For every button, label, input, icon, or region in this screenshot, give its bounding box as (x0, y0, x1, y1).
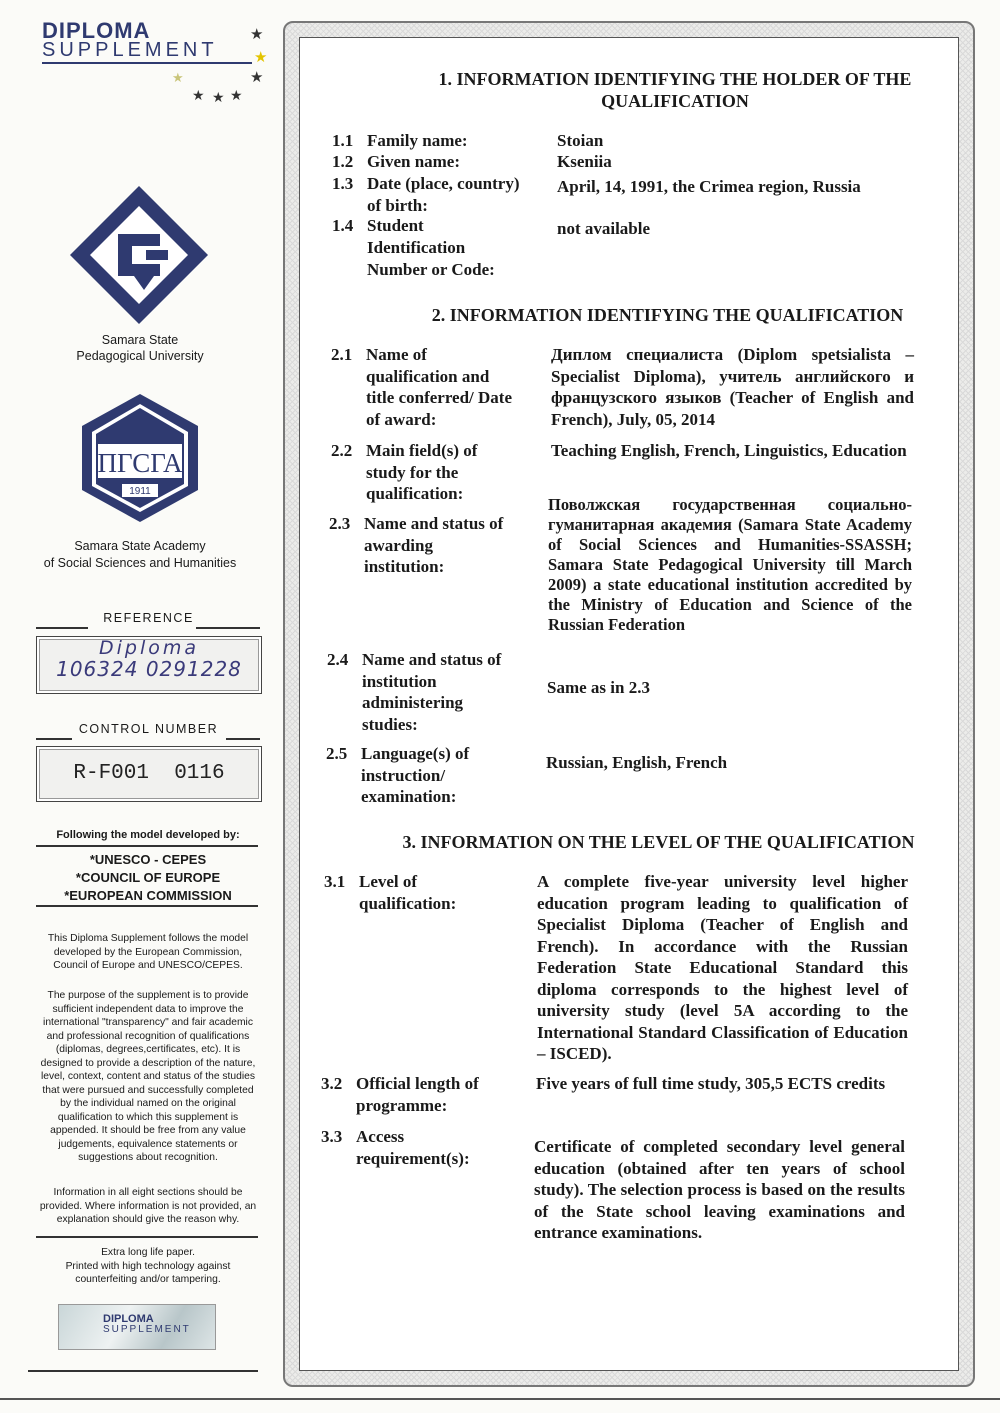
academy-emblem-text: ПГСГА (97, 448, 183, 478)
purpose-paragraph-3: Information in all eight sections should be provided. Where information is not provided, an explanation should give the reason why. (39, 1187, 257, 1225)
paper-note: Extra long life paper. Printed with high technology against counterfeiting and/or tampering. (65, 1247, 231, 1285)
academy-emblem-icon (78, 392, 202, 524)
svg-text:★: ★ (250, 27, 264, 43)
section-2-title: 2. INFORMATION IDENTIFYING THE QUALIFICATION (431, 305, 904, 325)
reference-label: REFERENCE (103, 611, 194, 625)
model-label: Following the model developed by: (56, 829, 240, 841)
logo-title: DIPLOMA (42, 18, 151, 43)
svg-text:★: ★ (172, 70, 184, 85)
svg-text:★: ★ (192, 89, 205, 104)
eu-stars-icon (170, 22, 270, 107)
control-number-box (36, 746, 262, 802)
svg-text:★: ★ (212, 91, 225, 106)
svg-text:★: ★ (250, 70, 264, 86)
section-1-title: 1. INFORMATION IDENTIFYING THE HOLDER OF THE QUALIFICATION (438, 69, 912, 111)
svg-text:★: ★ (254, 50, 268, 66)
purpose-paragraph-1: This Diploma Supplement follows the model developed by the European Commission, Council of Europe and UNESCO/CEPES. (47, 933, 249, 971)
model-organizations: *UNESCO - CEPES *COUNCIL OF EUROPE *EUROPEAN COMMISSION (64, 852, 232, 903)
control-number-value: R-F001 0116 (73, 762, 225, 785)
svg-text:★: ★ (230, 89, 243, 104)
reference-box (36, 636, 262, 694)
sidebar (0, 0, 280, 1413)
reference-line-1: Diploma (98, 637, 200, 659)
hologram-sticker (58, 1304, 216, 1350)
reference-line-2: 106324 0291228 (56, 657, 242, 681)
hologram-subtitle: SUPPLEMENT (103, 1324, 191, 1335)
hologram-title: DIPLOMA (103, 1313, 154, 1325)
academy-emblem-year: 1911 (129, 486, 151, 497)
pedagogical-university-emblem-icon (68, 184, 210, 326)
purpose-paragraph-2: The purpose of the supplement is to provide sufficient independent data to improve the international "transparency" and fair academic and professional recognition of qualifications (diplomas, degrees,certificates, etc). It is designed to provide a description of the nature, level, context, content and status of the studies that were pursued and successfully completed by the individual named on the original qualification to which this supplement is appended. It should be free from any value judgements, equivalence statements or suggestions about recognition. (40, 990, 256, 1163)
page-bottom-rule (0, 1398, 1000, 1400)
section-3-title: 3. INFORMATION ON THE LEVEL OF THE QUALIFICATION (402, 832, 915, 852)
control-number-label: CONTROL NUMBER (78, 722, 219, 736)
university-1-name: Samara State Pedagogical University (76, 333, 204, 363)
university-2-name: Samara State Academy of Social Sciences and Humanities (43, 539, 237, 570)
logo-subtitle: SUPPLEMENT (42, 39, 218, 61)
